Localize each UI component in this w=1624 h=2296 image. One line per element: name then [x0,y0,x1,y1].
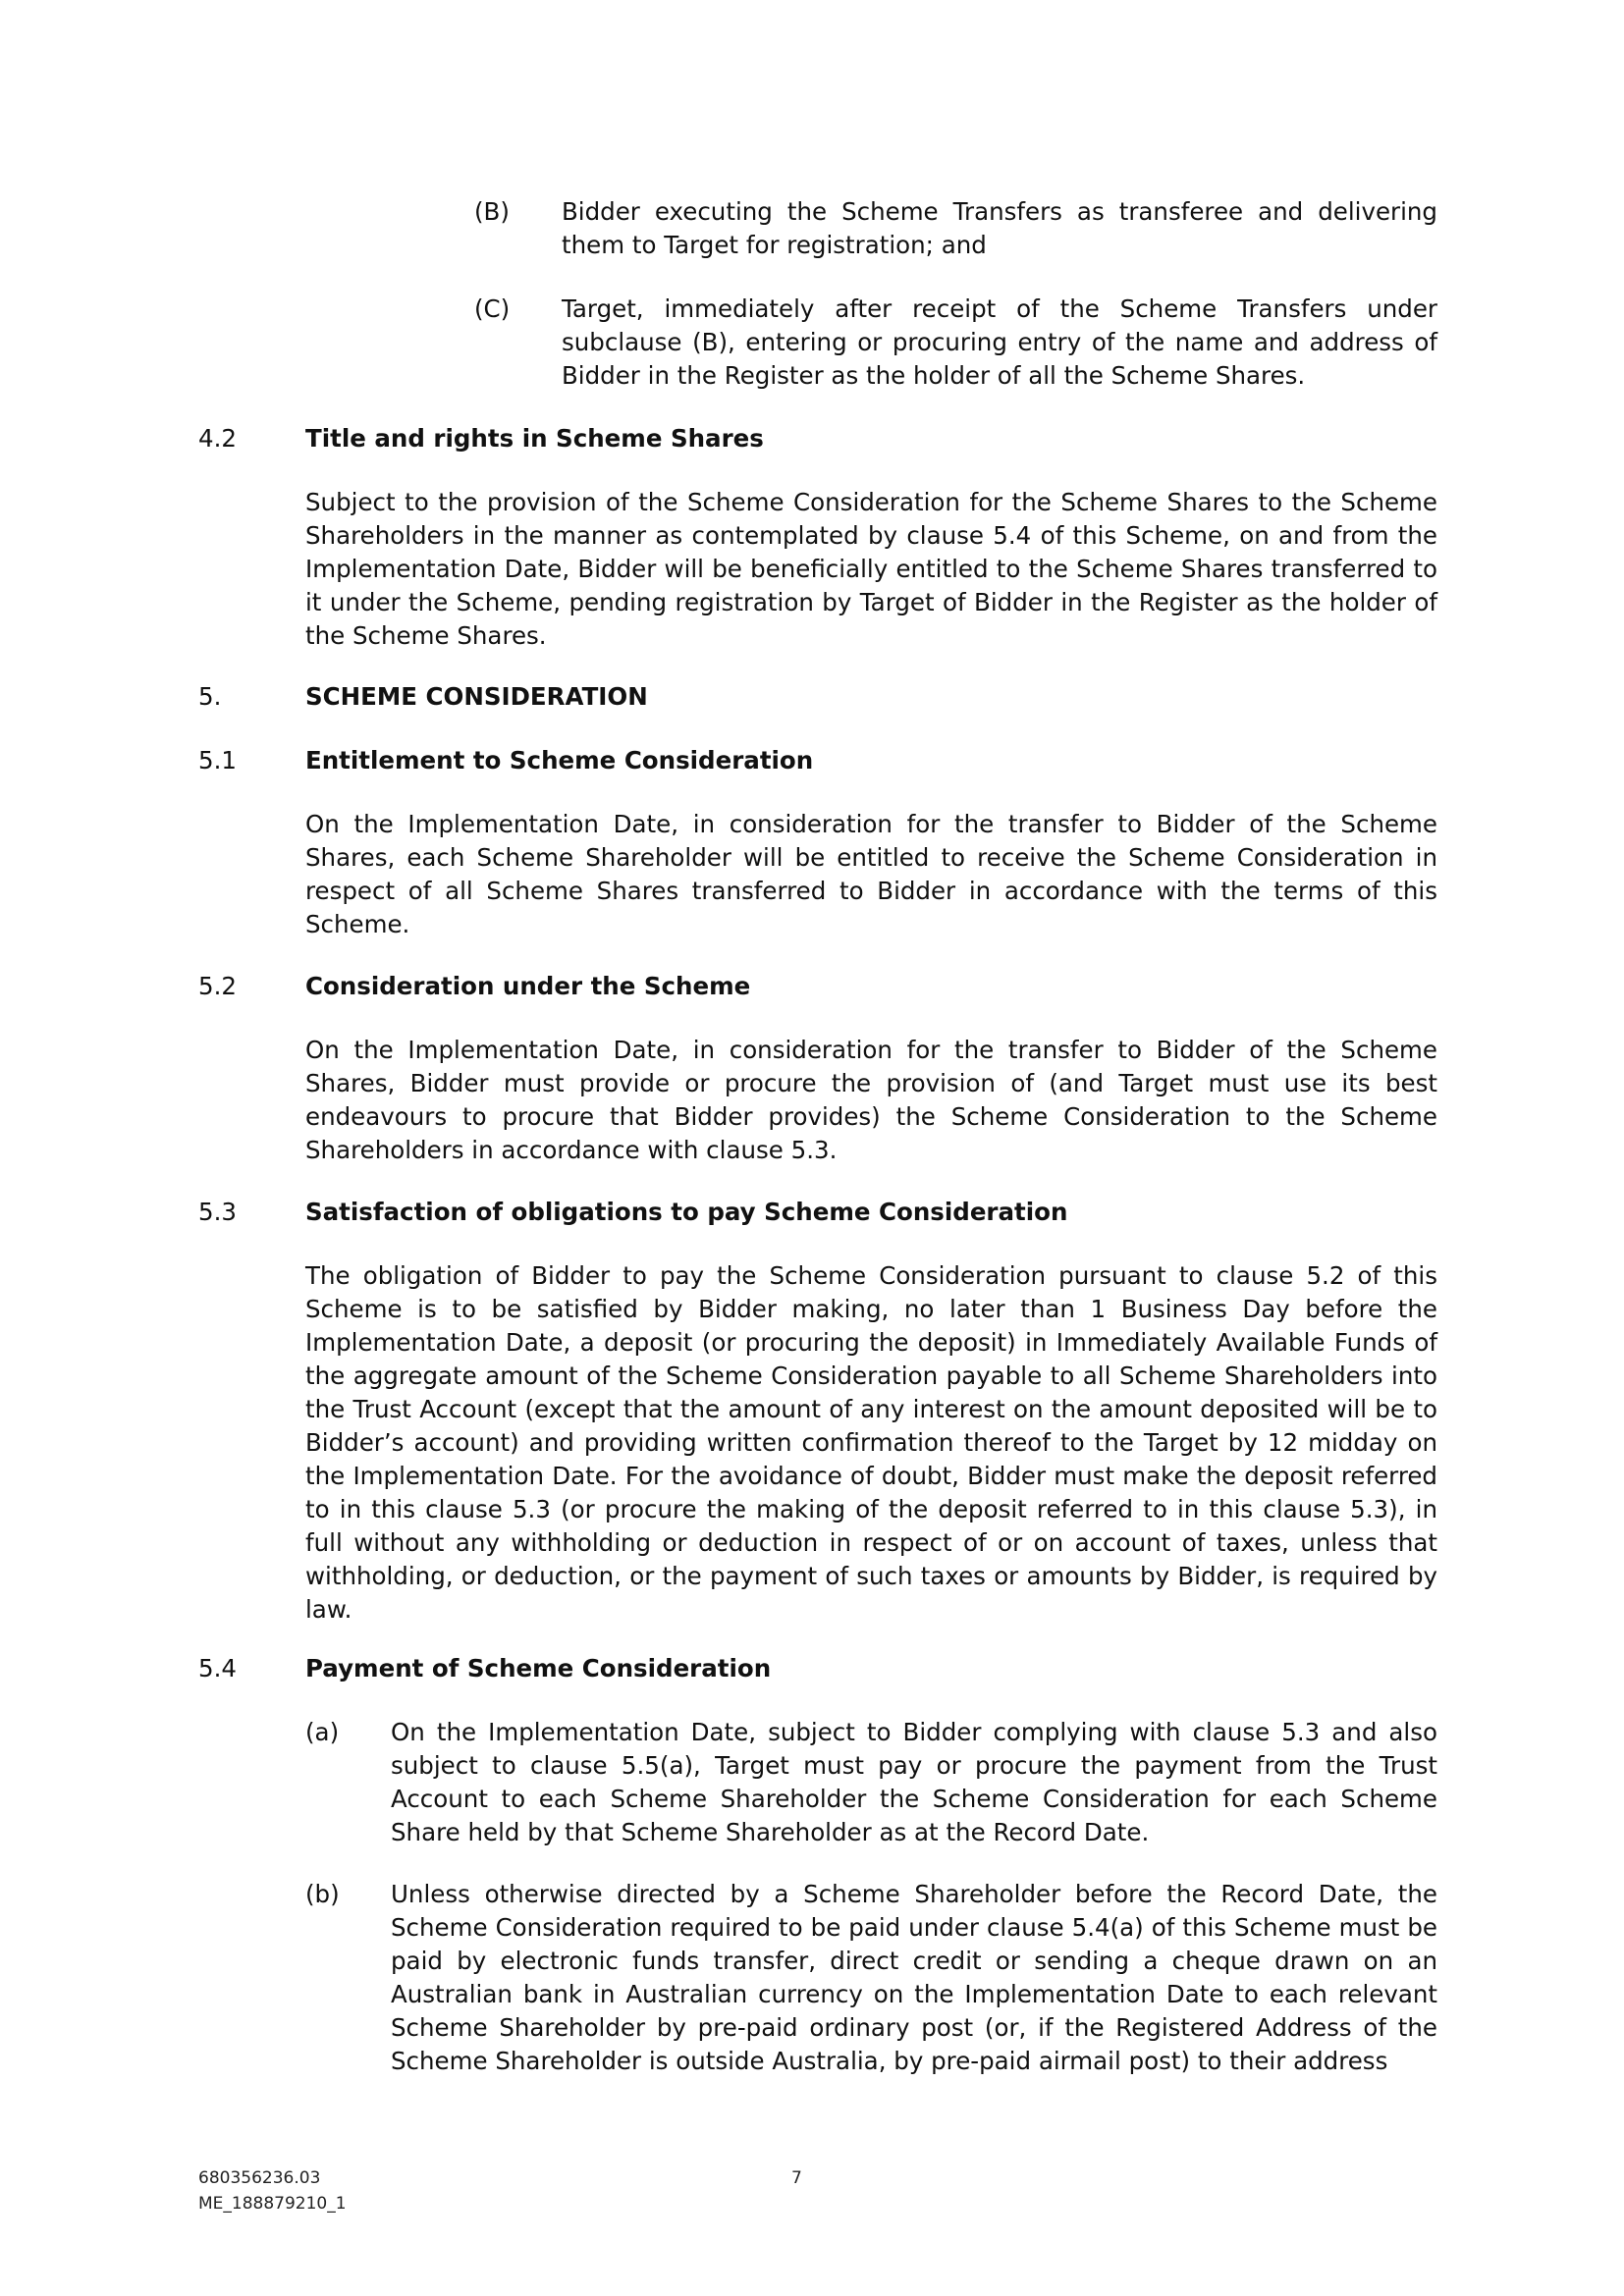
footer-doc-number: 680356236.03 [198,2168,321,2188]
subclause-number: (b) [305,1880,340,1908]
clause-text: Bidder executing the Scheme Transfers as transferee and delivering them to Target for registration; and [562,197,1437,259]
clause-text: Target, immediately after receipt of the Scheme Transfers under subclause (B), entering or procuring entry of the name and address of Bidder in the Register as the holder of all the Scheme Shares. [562,294,1437,390]
clause-number: 5.4 [198,1654,237,1682]
clause-heading: Satisfaction of obligations to pay Scheme Consideration [305,1198,1068,1226]
clause-number: 5.1 [198,746,237,774]
subclause-text: Unless otherwise directed by a Scheme Shareholder before the Record Date, the Scheme Consideration required to be paid under clause 5.4(a) of this Scheme must be paid by electronic funds transfer, direct credit or sending a cheque drawn on an Australian bank in Australian currency on the Implementation Date to each relevant Scheme Shareholder by pre-paid ordinary post (or, if the Registered Address of the Scheme Shareholder is outside Australia, by pre-paid airmail post) to their address [391,1880,1437,2075]
clause-heading: Entitlement to Scheme Consideration [305,746,814,774]
clause-text: On the Implementation Date, in consideration for the transfer to Bidder of the Scheme Shares, Bidder must provide or procure the provision of (and Target must use its best endeavours to procure that Bidder provides) the Scheme Consideration to the Scheme Shareholders in accordance with clause 5.3. [305,1036,1437,1164]
clause-heading: Consideration under the Scheme [305,972,751,1000]
clause-number: 4.2 [198,424,237,453]
clause-number: 5.2 [198,972,237,1000]
subclause-text: On the Implementation Date, subject to Bidder complying with clause 5.3 and also subject to clause 5.5(a), Target must pay or procure the payment from the Trust Account to each Scheme Shareholder the Scheme Consideration for each Scheme Share held by that Scheme Shareholder as at the Record Date. [391,1718,1437,1846]
clause-heading: Payment of Scheme Consideration [305,1654,772,1682]
page-number: 7 [791,2168,802,2188]
clause-number: (C) [474,294,511,323]
subclause-number: (a) [305,1718,340,1746]
clause-text: The obligation of Bidder to pay the Scheme Consideration pursuant to clause 5.2 of this Scheme is to be satisfied by Bidder making, no later than 1 Business Day before the Implementation Date, a deposit (or procuring the deposit) in Immediately Available Funds of the aggregate amount of the Scheme Consideration payable to all Scheme Shareholders into the Trust Account (except that the amount of any interest on the amount deposited will be to Bidder’s account) and providing written confirmation thereof to the Target by 12 midday on the Implementation Date. For the avoidance of doubt, Bidder must make the deposit referred to in this clause 5.3 (or procure the making of the deposit referred to in this clause 5.3), in full without any withholding or deduction in respect of or on account of taxes, unless that withholding, or deduction, or the payment of such taxes or amounts by Bidder, is required by law. [305,1261,1437,1624]
clause-text: Subject to the provision of the Scheme Consideration for the Scheme Shares to the Scheme Shareholders in the manner as contemplated by clause 5.4 of this Scheme, on and from the Implementation Date, Bidder will be beneficially entitled to the Scheme Shares transferred to it under the Scheme, pending registration by Target of Bidder in the Register as the holder of the Scheme Shares. [305,488,1437,650]
clause-heading: Title and rights in Scheme Shares [305,424,764,453]
clause-number: (B) [474,197,510,226]
footer-doc-ref: ME_188879210_1 [198,2194,347,2214]
clause-number: 5.3 [198,1198,237,1226]
section-number: 5. [198,682,222,711]
section-heading: SCHEME CONSIDERATION [305,682,648,711]
clause-text: On the Implementation Date, in consideration for the transfer to Bidder of the Scheme Shares, each Scheme Shareholder will be entitled to receive the Scheme Consideration in respect of all Scheme Shares transferred to Bidder in accordance with the terms of this Scheme. [305,810,1437,938]
